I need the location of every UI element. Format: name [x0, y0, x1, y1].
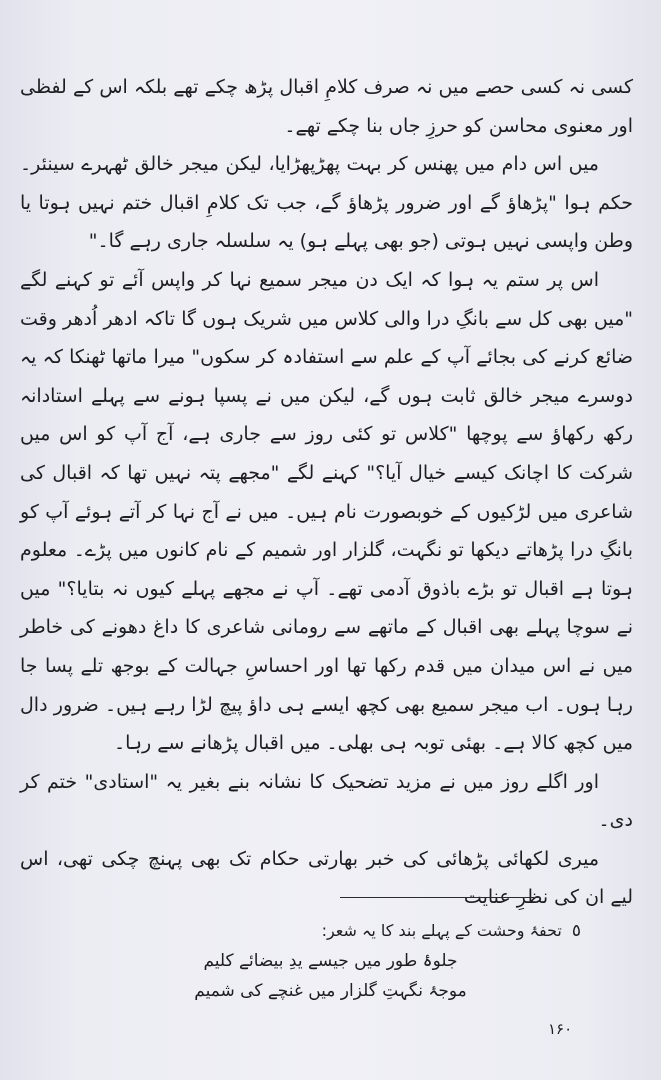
footnote-verse-2: موجۂ نگہتِ گلزار میں غنچے کی شمیم [194, 981, 467, 1001]
paragraph-3: اس پر ستم یہ ہوا کہ ایک دن میجر سمیع نہا کر واپس آئے تو کہنے لگے "میں بھی کل سے بانگِ درا والی کلاس میں شریک ہوں گا تاکہ ادھر اُدھر وقت ضائع کرنے کی بجائے آپ کے علم سے استفادہ کر سکوں" میرا ماتھا ٹھنکا کہ یہ دوسرے میجر خالق ثابت ہوں گے، لیکن میں نے پسپا ہونے سے پہلے استادانہ رکھ رکھاؤ سے پوچھا "کلاس تو کئی روز سے جاری ہے، آج آپ کو اس میں شرکت کا اچانک کیسے خیال آیا؟" کہنے لگے "مجھے پتہ نہیں تھا کہ اقبال کی شاعری میں لڑکیوں کے خوبصورت نام ہیں۔ میں نے آج نہا کر آتے ہوئے آپ کو بانگِ درا پڑھاتے دیکھا تو نگہت، گلزار اور شمیم کے نام کانوں میں پڑے۔ معلوم ہوتا ہے اقبال تو بڑے باذوق آدمی تھے۔ آپ نے مجھے پہلے کیوں نہ بتایا؟" میں نے سوچا پہلے بھی اقبال کے ماتھے سے رومانی شاعری کا داغ دھونے کی خاطر میں نے اس میدان میں قدم رکھا تھا اور احساسِ جہالت کے بوجھ تلے پسا جا رہا ہوں۔ اب میجر سمیع بھی کچھ ایسے ہی داؤ پیچ لڑا رہے ہیں۔ ضرور دال میں کچھ کالا ہے۔ بھئی توبہ ہی بھلی۔ میں اقبال پڑھانے سے رہا۔ [20, 268, 633, 755]
footnote-divider [340, 897, 540, 898]
page-number: ۱۶۰ [548, 1020, 573, 1038]
footnote-intro-text: تحفۂ وحشت کے پہلے بند کا یہ شعر: [321, 921, 562, 940]
paragraph-4: اور اگلے روز میں نے مزید تضحیک کا نشانہ بنے بغیر یہ "استادی" ختم کر دی۔ [20, 770, 633, 832]
footnote-mark: ٥ [571, 921, 581, 941]
paragraph-1: کسی نہ کسی حصے میں نہ صرف کلامِ اقبال پڑھ چکے تھے بلکہ اس کے لفظی اور معنوی محاسن کو حرزِ جاں بنا چکے تھے۔ [20, 76, 633, 137]
paragraph-5: میری لکھائی پڑھائی کی خبر بھارتی حکام تک بھی پہنچ چکی تھی، اس لیے ان کی نظرِ عنایت [20, 847, 633, 909]
body-text [20, 68, 633, 917]
footnote-intro [60, 916, 601, 946]
paragraph-2: میں اس دام میں پھنس کر بہت پھڑپھڑایا، لیکن میجر خالق ٹھہرے سینئر۔ حکم ہوا "پڑھاؤ گے اور ضرور پڑھاؤ گے، جب تک کلامِ اقبال ختم نہیں ہوتا یا وطن واپسی نہیں ہوتی (جو بھی پہلے ہو) یہ سلسلہ جاری رہے گا۔" [20, 153, 633, 253]
footnote [60, 916, 601, 1006]
footnote-verse-1: جلوۂ طور میں جیسے یدِ بیضائے کلیم [203, 951, 458, 971]
